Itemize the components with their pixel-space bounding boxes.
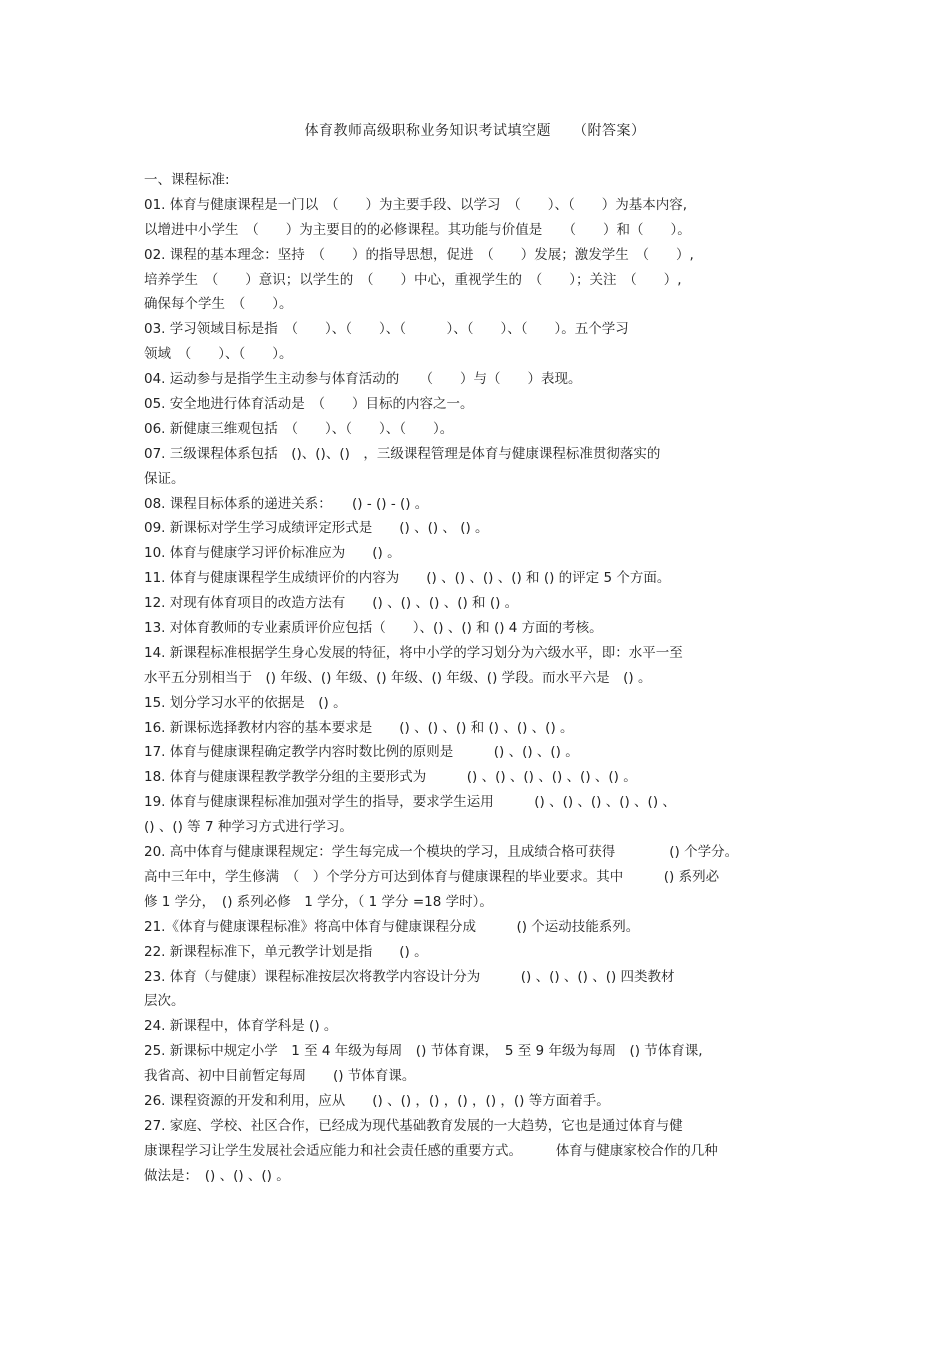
question-line: 18. 体育与健康课程教学教学分组的主要形式为 () 、() 、() 、() 、() 、() 。 bbox=[144, 769, 637, 786]
question-line: 高中三年中，学生修满 （ ）个学分方可达到体育与健康课程的毕业要求。其中 () 系列必 bbox=[144, 868, 720, 885]
question-line: 01. 体育与健康课程是一门以 （ ）为主要手段、以学习 （ ）、（ ）为基本内容, bbox=[144, 196, 688, 213]
question-line: 20. 高中体育与健康课程规定：学生每完成一个模块的学习，且成绩合格可获得 () 个学分。 bbox=[144, 844, 739, 861]
question-line: 07. 三级课程体系包括 ()、()、() ，三级课程管理是体育与健康课程标准贯彻落实的 bbox=[144, 445, 661, 462]
question-list bbox=[144, 168, 824, 1189]
question-line: 23. 体育（与健康）课程标准按层次将教学内容设计分为 () 、() 、() 、() 四类教材 bbox=[144, 968, 675, 985]
section-heading: 一、课程标准: bbox=[144, 172, 230, 188]
question-line: 25. 新课标中规定小学 1 至 4 年级为每周 () 节体育课， 5 至 9 年级为每周 () 节体育课, bbox=[144, 1043, 703, 1060]
question-line: 培养学生 （ ）意识；以学生的 （ ）中心，重视学生的 （ ）；关注 （ ）, bbox=[144, 271, 682, 288]
question-line: 24. 新课程中，体育学科是 () 。 bbox=[144, 1018, 338, 1035]
question-line: 16. 新课标选择教材内容的基本要求是 () 、() 、() 和 () 、() 、() 。 bbox=[144, 719, 574, 736]
question-line: 我省高、初中目前暂定每周 () 节体育课。 bbox=[144, 1068, 416, 1085]
question-line: 康课程学习让学生发展社会适应能力和社会责任感的重要方式。 体育与健康家校合作的几种 bbox=[144, 1142, 718, 1159]
question-line: () 、() 等 7 种学习方式进行学习。 bbox=[144, 819, 353, 836]
question-line: 保证。 bbox=[144, 470, 185, 487]
question-line: 修 1 学分， () 系列必修 1 学分，（ 1 学分 =18 学时）。 bbox=[144, 893, 493, 910]
question-line: 06. 新健康三维观包括 （ ）、（ ）、（ ）。 bbox=[144, 420, 454, 437]
question-line: 做法是： () 、() 、() 。 bbox=[144, 1167, 290, 1184]
question-line: 03. 学习领域目标是指 （ ）、（ ）、（ ）、（ ）、（ ）。五个学习 bbox=[144, 321, 629, 338]
question-line: 10. 体育与健康学习评价标准应为 () 。 bbox=[144, 545, 401, 562]
question-line: 层次。 bbox=[144, 993, 185, 1010]
question-line: 05. 安全地进行体育活动是 （ ）目标的内容之一。 bbox=[144, 396, 474, 413]
question-line: 15. 划分学习水平的依据是 () 。 bbox=[144, 694, 347, 711]
question-line: 22. 新课程标准下，单元教学计划是指 () 。 bbox=[144, 943, 428, 960]
question-line: 水平五分别相当于 () 年级、() 年级、() 年级、() 年级、() 学段。而水平六是 () 。 bbox=[144, 669, 652, 686]
question-line: 27. 家庭、学校、社区合作，已经成为现代基础教育发展的一大趋势，它也是通过体育与健 bbox=[144, 1117, 683, 1134]
question-line: 04. 运动参与是指学生主动参与体育活动的 （ ）与（ ）表现。 bbox=[144, 371, 582, 388]
question-line: 确保每个学生 （ ）。 bbox=[144, 296, 293, 313]
question-line: 12. 对现有体育项目的改造方法有 () 、() 、() 、() 和 () 。 bbox=[144, 595, 519, 612]
question-line: 13. 对体育教师的专业素质评价应包括（ ）、() 、() 和 () 4 方面的考核。 bbox=[144, 620, 603, 637]
question-line: 以增进中小学生 （ ）为主要目的的必修课程。其功能与价值是 （ ）和（ ）。 bbox=[144, 221, 691, 238]
question-line: 17. 体育与健康课程确定教学内容时数比例的原则是 () 、() 、() 。 bbox=[144, 744, 579, 761]
question-line: 19. 体育与健康课程标准加强对学生的指导，要求学生运用 () 、() 、() 、() 、() 、 bbox=[144, 794, 676, 811]
question-line: 领域 （ ）、（ ）。 bbox=[144, 346, 293, 363]
document-title: 体育教师高级职称业务知识考试填空题 （附答案） bbox=[304, 123, 646, 139]
question-line: 21.《体育与健康课程标准》将高中体育与健康课程分成 () 个运动技能系列。 bbox=[144, 918, 640, 935]
question-line: 02. 课程的基本理念：坚持 （ ）的指导思想，促进 （ ）发展；激发学生 （ ）, bbox=[144, 246, 694, 263]
question-line: 08. 课程目标体系的递进关系： () - () - () 。 bbox=[144, 495, 429, 512]
question-line: 09. 新课标对学生学习成绩评定形式是 () 、() 、 () 。 bbox=[144, 520, 489, 537]
question-line: 26. 课程资源的开发和利用，应从 () 、() ，() ，() ，() ，() 等方面着手。 bbox=[144, 1092, 610, 1109]
question-line: 11. 体育与健康课程学生成绩评价的内容为 () 、() 、() 、() 和 () 的评定 5 个方面。 bbox=[144, 570, 671, 587]
question-line: 14. 新课程标准根据学生身心发展的特征，将中小学的学习划分为六级水平，即：水平一至 bbox=[144, 644, 683, 661]
